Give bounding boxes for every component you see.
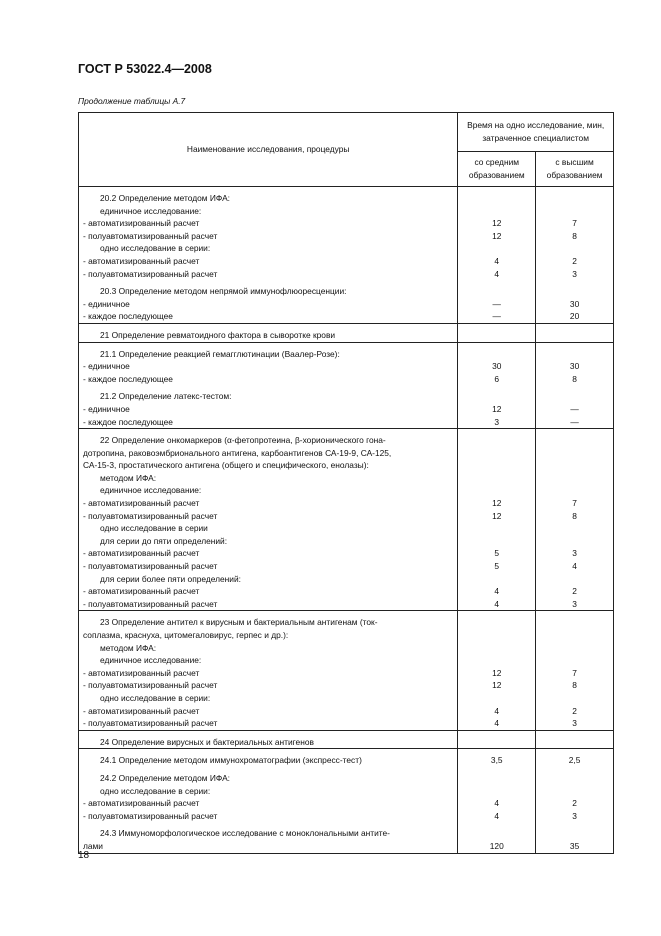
higher-time-cell <box>536 329 614 342</box>
procedure-cell: 24.1 Определение методом иммунохроматографии (экспресс-тест) <box>79 754 458 767</box>
header-procedure-name: Наименование исследования, процедуры <box>79 113 458 187</box>
table-row <box>79 255 614 268</box>
secondary-time-cell <box>458 827 536 840</box>
table-row <box>79 192 614 205</box>
table-body <box>79 187 614 854</box>
table-row <box>79 616 614 629</box>
procedure-cell: - автоматизированный расчет <box>79 797 458 810</box>
higher-time-cell: 2,5 <box>536 754 614 767</box>
secondary-time-cell: 12 <box>458 217 536 230</box>
higher-time-cell: 3 <box>536 547 614 560</box>
higher-time-cell: 3 <box>536 268 614 281</box>
higher-time-cell: 35 <box>536 840 614 853</box>
secondary-time-cell: — <box>458 310 536 323</box>
table-row <box>79 654 614 667</box>
table-row <box>79 459 614 472</box>
procedure-cell: 20.3 Определение методом непрямой иммунофлюоресценции: <box>79 285 458 298</box>
table-row <box>79 403 614 416</box>
table-row <box>79 447 614 460</box>
procedure-cell: 21 Определение ревматоидного фактора в сыворотке крови <box>79 329 458 342</box>
secondary-time-cell <box>458 642 536 655</box>
higher-time-cell <box>536 205 614 218</box>
secondary-time-cell <box>458 447 536 460</box>
higher-time-cell <box>536 348 614 361</box>
table-row <box>79 373 614 386</box>
table-row <box>79 560 614 573</box>
secondary-time-cell: 4 <box>458 255 536 268</box>
table-row <box>79 522 614 535</box>
secondary-time-cell <box>458 785 536 798</box>
procedure-cell: - полуавтоматизированный расчет <box>79 510 458 523</box>
procedure-cell: 21.1 Определение реакцией гемагглютинации (Ваалер-Розе): <box>79 348 458 361</box>
table-row <box>79 205 614 218</box>
higher-time-cell <box>536 434 614 447</box>
procedure-cell: СА-15-3, простатического антигена (общего и специфического, енолазы): <box>79 459 458 472</box>
table-row <box>79 810 614 823</box>
table-row <box>79 298 614 311</box>
procedure-cell: одно исследование в серии: <box>79 692 458 705</box>
higher-time-cell <box>536 285 614 298</box>
secondary-time-cell <box>458 192 536 205</box>
higher-time-cell <box>536 535 614 548</box>
higher-time-cell: 4 <box>536 560 614 573</box>
higher-time-cell: 30 <box>536 360 614 373</box>
secondary-time-cell <box>458 573 536 586</box>
table-row <box>79 497 614 510</box>
higher-time-cell <box>536 472 614 485</box>
higher-time-cell <box>536 642 614 655</box>
secondary-time-cell: 5 <box>458 547 536 560</box>
secondary-time-cell <box>458 616 536 629</box>
higher-time-cell: 8 <box>536 679 614 692</box>
higher-time-cell: 2 <box>536 255 614 268</box>
table-row <box>79 217 614 230</box>
higher-time-cell <box>536 772 614 785</box>
table-row <box>79 679 614 692</box>
procedure-cell: - автоматизированный расчет <box>79 497 458 510</box>
table-row <box>79 285 614 298</box>
secondary-time-cell: 6 <box>458 373 536 386</box>
table-row <box>79 772 614 785</box>
higher-time-cell <box>536 785 614 798</box>
table-row <box>79 547 614 560</box>
table-row <box>79 348 614 361</box>
procedure-cell: лами <box>79 840 458 853</box>
higher-time-cell <box>536 654 614 667</box>
procedure-cell: дотропина, раковоэмбрионального антигена, карбоантигенов СА-19-9, СА-125, <box>79 447 458 460</box>
higher-time-cell: 3 <box>536 810 614 823</box>
secondary-time-cell <box>458 629 536 642</box>
higher-time-cell: 8 <box>536 510 614 523</box>
higher-time-cell: 30 <box>536 298 614 311</box>
procedure-cell: единичное исследование: <box>79 654 458 667</box>
table-row <box>79 840 614 853</box>
procedure-cell: 24.2 Определение методом ИФА: <box>79 772 458 785</box>
higher-time-cell: 7 <box>536 217 614 230</box>
secondary-time-cell: 120 <box>458 840 536 853</box>
table-row <box>79 268 614 281</box>
procedure-cell: для серии более пяти определений: <box>79 573 458 586</box>
higher-time-cell <box>536 459 614 472</box>
higher-time-cell <box>536 616 614 629</box>
higher-time-cell <box>536 736 614 749</box>
procedure-cell: методом ИФА: <box>79 642 458 655</box>
procedure-cell: - полуавтоматизированный расчет <box>79 810 458 823</box>
procedure-cell: 24.3 Иммуноморфологическое исследование с моноклональными антите- <box>79 827 458 840</box>
higher-time-cell <box>536 573 614 586</box>
higher-time-cell: 20 <box>536 310 614 323</box>
secondary-time-cell: 12 <box>458 230 536 243</box>
secondary-time-cell: 12 <box>458 403 536 416</box>
secondary-time-cell <box>458 390 536 403</box>
secondary-time-cell: 4 <box>458 717 536 730</box>
higher-time-cell <box>536 242 614 255</box>
secondary-time-cell: 30 <box>458 360 536 373</box>
table-row <box>79 827 614 840</box>
procedure-cell: методом ИФА: <box>79 472 458 485</box>
secondary-time-cell <box>458 329 536 342</box>
table-row <box>79 472 614 485</box>
procedure-cell: - полуавтоматизированный расчет <box>79 679 458 692</box>
higher-time-cell: 8 <box>536 230 614 243</box>
higher-time-cell <box>536 522 614 535</box>
secondary-time-cell <box>458 285 536 298</box>
procedure-cell: - единичное <box>79 403 458 416</box>
table-row <box>79 692 614 705</box>
procedure-cell: - автоматизированный расчет <box>79 255 458 268</box>
table-row <box>79 736 614 749</box>
secondary-time-cell <box>458 654 536 667</box>
higher-time-cell: 8 <box>536 373 614 386</box>
time-norms-table <box>78 112 614 854</box>
header-secondary-education: со средним образованием <box>458 152 536 187</box>
procedure-cell: для серии до пяти определений: <box>79 535 458 548</box>
procedure-cell: 23 Определение антител к вирусным и бактериальным антигенам (ток- <box>79 616 458 629</box>
secondary-time-cell <box>458 434 536 447</box>
procedure-cell: единичное исследование: <box>79 205 458 218</box>
table-row <box>79 785 614 798</box>
table-row <box>79 242 614 255</box>
procedure-cell: - автоматизированный расчет <box>79 585 458 598</box>
procedure-cell: - полуавтоматизированный расчет <box>79 717 458 730</box>
secondary-time-cell <box>458 535 536 548</box>
page-number: 18 <box>78 850 90 861</box>
table-continuation-caption: Продолжение таблицы А.7 <box>78 96 186 106</box>
procedure-cell: - единичное <box>79 360 458 373</box>
secondary-time-cell: 4 <box>458 585 536 598</box>
secondary-time-cell: 12 <box>458 679 536 692</box>
table-row <box>79 484 614 497</box>
procedure-cell: - каждое последующее <box>79 310 458 323</box>
header-higher-education: с высшим образованием <box>536 152 614 187</box>
secondary-time-cell: 4 <box>458 810 536 823</box>
higher-time-cell <box>536 447 614 460</box>
higher-time-cell: 2 <box>536 705 614 718</box>
procedure-cell: одно исследование в серии: <box>79 242 458 255</box>
higher-time-cell <box>536 390 614 403</box>
secondary-time-cell <box>458 242 536 255</box>
secondary-time-cell <box>458 459 536 472</box>
table-row <box>79 629 614 642</box>
higher-time-cell: — <box>536 416 614 429</box>
higher-time-cell: — <box>536 403 614 416</box>
secondary-time-cell: 3,5 <box>458 754 536 767</box>
procedure-cell: - полуавтоматизированный расчет <box>79 560 458 573</box>
table-row <box>79 573 614 586</box>
secondary-time-cell: 4 <box>458 598 536 611</box>
procedure-cell: - автоматизированный расчет <box>79 667 458 680</box>
procedure-cell: - автоматизированный расчет <box>79 547 458 560</box>
procedure-cell: единичное исследование: <box>79 484 458 497</box>
higher-time-cell: 7 <box>536 667 614 680</box>
higher-time-cell: 3 <box>536 717 614 730</box>
header-time-per-study: Время на одно исследование, мин, затраченное специалистом <box>458 113 614 152</box>
table-row <box>79 754 614 767</box>
higher-time-cell: 3 <box>536 598 614 611</box>
higher-time-cell: 2 <box>536 797 614 810</box>
secondary-time-cell: 3 <box>458 416 536 429</box>
higher-time-cell <box>536 629 614 642</box>
secondary-time-cell: 12 <box>458 510 536 523</box>
secondary-time-cell <box>458 736 536 749</box>
table-row <box>79 705 614 718</box>
higher-time-cell <box>536 192 614 205</box>
table-row <box>79 797 614 810</box>
secondary-time-cell <box>458 522 536 535</box>
table-row <box>79 667 614 680</box>
procedure-cell: 21.2 Определение латекс-тестом: <box>79 390 458 403</box>
higher-time-cell <box>536 484 614 497</box>
secondary-time-cell <box>458 772 536 785</box>
table-row <box>79 329 614 342</box>
table-row <box>79 535 614 548</box>
secondary-time-cell <box>458 692 536 705</box>
table-row <box>79 642 614 655</box>
secondary-time-cell <box>458 484 536 497</box>
secondary-time-cell: 12 <box>458 497 536 510</box>
table-row <box>79 598 614 611</box>
procedure-cell: - полуавтоматизированный расчет <box>79 598 458 611</box>
procedure-cell: одно исследование в серии: <box>79 785 458 798</box>
table-row <box>79 310 614 323</box>
higher-time-cell: 2 <box>536 585 614 598</box>
secondary-time-cell <box>458 472 536 485</box>
higher-time-cell <box>536 827 614 840</box>
secondary-time-cell: 4 <box>458 797 536 810</box>
secondary-time-cell: — <box>458 298 536 311</box>
procedure-cell: - каждое последующее <box>79 416 458 429</box>
table-row <box>79 416 614 429</box>
secondary-time-cell: 4 <box>458 268 536 281</box>
procedure-cell: 20.2 Определение методом ИФА: <box>79 192 458 205</box>
table-row <box>79 230 614 243</box>
procedure-cell: 24 Определение вирусных и бактериальных антигенов <box>79 736 458 749</box>
procedure-cell: 22 Определение онкомаркеров (α-фетопротеина, β-хорионического гона- <box>79 434 458 447</box>
table-row <box>79 360 614 373</box>
procedure-cell: одно исследование в серии <box>79 522 458 535</box>
procedure-cell: - полуавтоматизированный расчет <box>79 230 458 243</box>
secondary-time-cell <box>458 348 536 361</box>
higher-time-cell: 7 <box>536 497 614 510</box>
procedure-cell: - каждое последующее <box>79 373 458 386</box>
procedure-cell: - полуавтоматизированный расчет <box>79 268 458 281</box>
procedure-cell: - автоматизированный расчет <box>79 705 458 718</box>
table-row <box>79 585 614 598</box>
secondary-time-cell: 5 <box>458 560 536 573</box>
document-title: ГОСТ Р 53022.4—2008 <box>78 62 212 76</box>
table-row <box>79 434 614 447</box>
table-row <box>79 717 614 730</box>
higher-time-cell <box>536 692 614 705</box>
secondary-time-cell: 4 <box>458 705 536 718</box>
table-row <box>79 510 614 523</box>
procedure-cell: соплазма, краснуха, цитомегаловирус, герпес и др.): <box>79 629 458 642</box>
table-row <box>79 390 614 403</box>
procedure-cell: - автоматизированный расчет <box>79 217 458 230</box>
procedure-cell: - единичное <box>79 298 458 311</box>
secondary-time-cell: 12 <box>458 667 536 680</box>
secondary-time-cell <box>458 205 536 218</box>
